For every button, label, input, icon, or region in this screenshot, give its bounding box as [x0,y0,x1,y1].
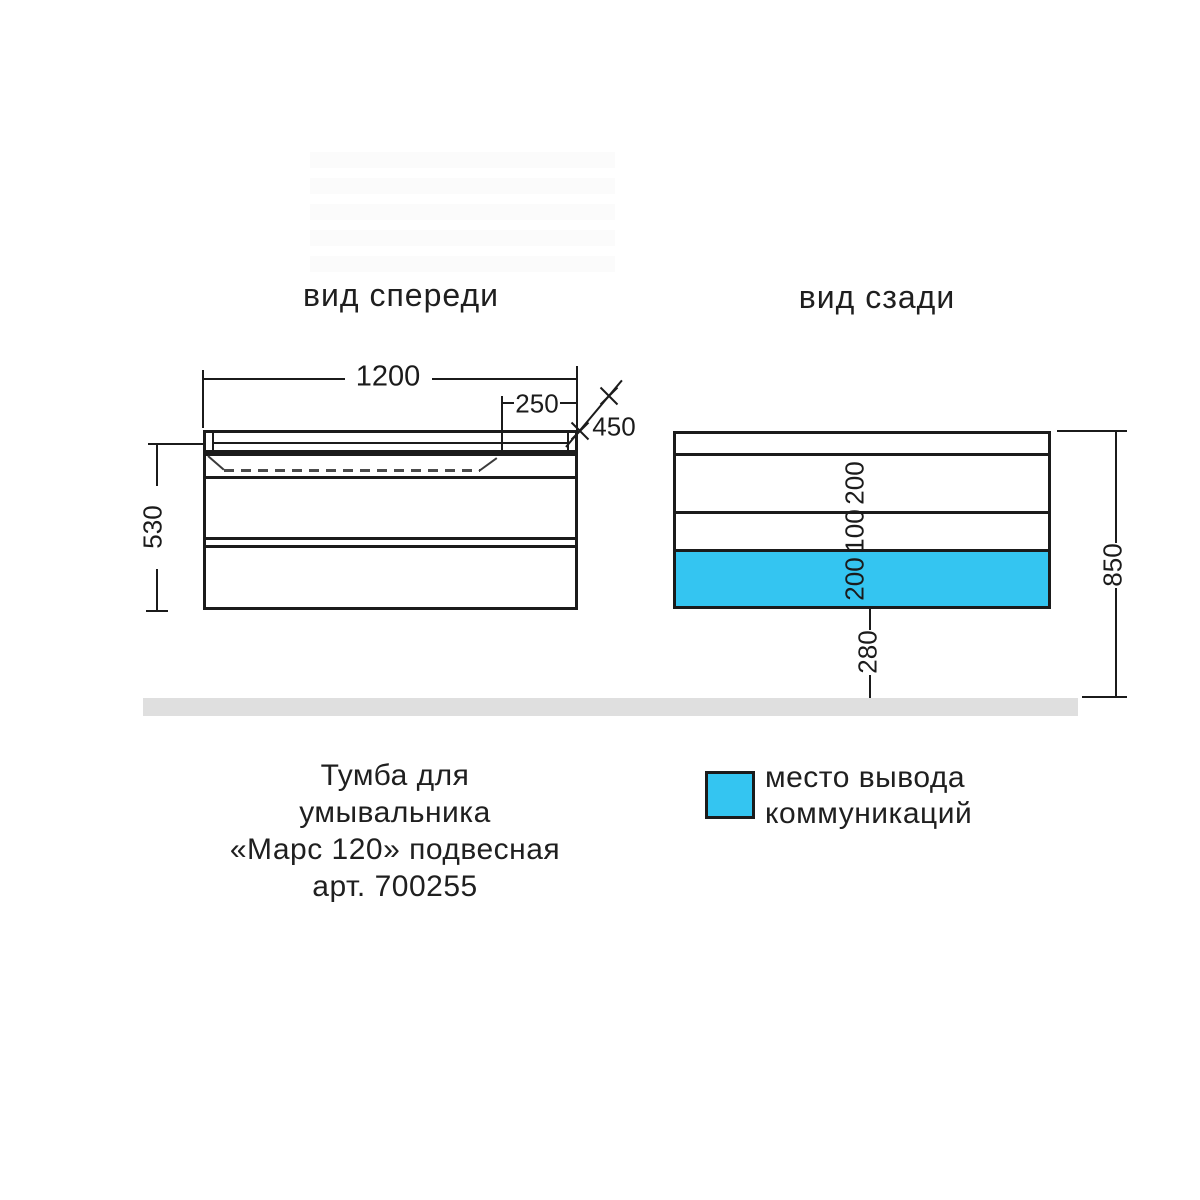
dim-530-line-top [156,443,158,486]
communications-swatch-icon [705,771,755,819]
dim-850-extension-bottom [1082,696,1127,698]
dim-1200-line-right [432,378,577,380]
legend-label [765,760,1085,832]
basin-dashed-outline [224,469,480,472]
drawer-gap-line-1 [206,537,575,540]
basin-leader-left [207,455,224,470]
dim-280-line-top [869,609,871,630]
product-caption [205,757,585,905]
legend-label-line: место вывода [765,761,966,794]
floor-line [143,698,1078,716]
dim-label-floor-gap: 280 [852,630,883,674]
dim-label-total-height: 850 [1097,543,1128,587]
rear-divider-1 [676,453,1048,456]
product-caption-line: Тумба для [320,759,470,792]
rear-band-label-3: 200 [839,557,870,601]
countertop-inner-line [214,442,567,444]
dim-250-line-left [502,402,514,404]
rear-band-label-2: 100 [839,509,870,553]
product-caption-line: умывальника [299,796,491,829]
dim-280-line-bottom [869,675,871,698]
dim-530-line-bottom [156,569,158,612]
rear-view-title: вид сзади [798,279,956,315]
dim-850-line-bottom [1115,588,1117,698]
front-countertop [203,430,578,453]
front-cabinet-body [203,453,578,610]
dim-250-line-right [560,402,577,404]
x-marker-icon [569,420,591,442]
legend-label-line: коммуникаций [765,797,973,830]
drawer-gap-line-2 [206,545,575,548]
dim-1200-line-left [203,378,345,380]
x-marker-icon [598,385,620,407]
rear-band-label-1: 200 [839,461,870,505]
product-caption-line: арт. 700255 [312,870,478,903]
dim-850-line-top [1115,431,1117,543]
dim-label-top-offset: 250 [515,388,559,419]
dim-label-width: 1200 [355,360,421,393]
dim-label-depth: 450 [592,411,636,442]
front-view-title: вид спереди [303,277,499,313]
dim-250-extension [501,396,503,450]
product-caption-line: «Марс 120» подвесная [229,833,561,866]
basin-leader-right [478,457,497,472]
watermark-ghost [310,152,615,278]
body-top-panel-line [206,476,575,479]
dim-label-height: 530 [137,505,168,549]
